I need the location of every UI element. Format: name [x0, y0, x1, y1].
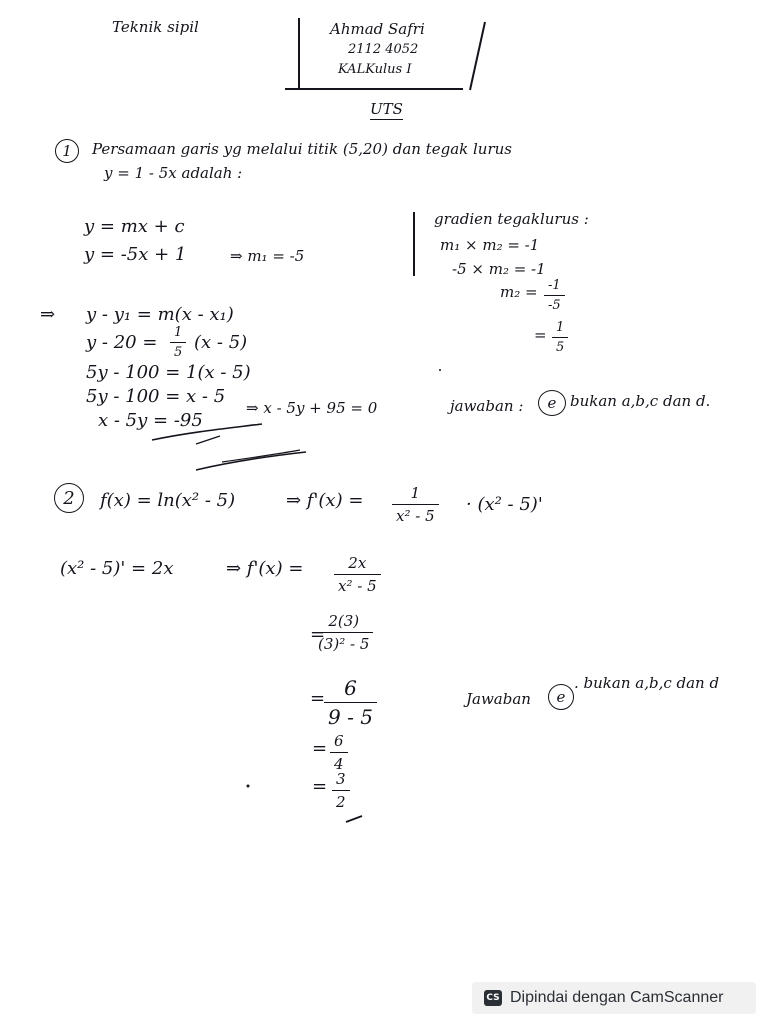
q1-side-step4-fraction [552, 320, 568, 355]
q1-answer-choice: e [547, 394, 557, 412]
q2-chain-rule: · (x² - 5)' [466, 494, 543, 515]
q1-step2-lhs: y - 20 = [86, 332, 158, 353]
q2-number: 2 [63, 487, 75, 509]
q1-side-step2: -5 × m₂ = -1 [452, 260, 546, 278]
denominator: 2 [332, 790, 350, 811]
q1-answer-rest: bukan a,b,c dan d. [570, 392, 711, 410]
q1-side-step3-lhs: m₂ = [500, 283, 538, 301]
numerator: 1 [174, 325, 183, 340]
q1-line-general: y = mx + c [84, 216, 185, 237]
q2-number-circle [54, 483, 84, 513]
course-label: Teknik sipil [112, 18, 199, 36]
denominator: 4 [330, 752, 348, 773]
q2-derivative-fraction [392, 484, 439, 525]
q1-side-step3-fraction [544, 278, 565, 313]
q2-step5-eq: = [312, 738, 328, 759]
q2-derivative-lhs: ⇒ f'(x) = [286, 490, 364, 511]
q1-side-step4-lhs: = [534, 326, 547, 344]
q1-line-given: y = -5x + 1 [84, 244, 187, 265]
camscanner-text: Dipindai dengan CamScanner [510, 989, 724, 1006]
denominator: (3)² - 5 [314, 632, 373, 653]
q1-step4: 5y - 100 = x - 5 [86, 386, 226, 407]
student-id: 2112 4052 [348, 42, 419, 57]
denominator: 9 - 5 [324, 702, 377, 729]
numerator: 6 [344, 676, 357, 700]
q1-question-line1: Persamaan garis yg melalui titik (5,20) dan tegak lurus [92, 140, 512, 158]
numerator: -1 [548, 278, 561, 293]
q1-step5: x - 5y = -95 [98, 410, 203, 431]
q1-point-slope: y - y₁ = m(x - x₁) [86, 304, 234, 325]
q2-step4-fraction [324, 676, 377, 729]
camscanner-logo-icon: CS [484, 990, 502, 1006]
q1-answer-label: jawaban : [450, 397, 524, 415]
header-underline [285, 88, 463, 90]
q2-answer-rest: . bukan a,b,c dan d [574, 674, 720, 692]
denominator: 5 [552, 337, 568, 355]
denominator: x² - 5 [334, 574, 381, 595]
camscanner-watermark [472, 982, 756, 1014]
q1-number: 1 [62, 142, 72, 160]
q1-question-line2: y = 1 - 5x adalah : [104, 164, 243, 182]
q1-side-step1: m₁ × m₂ = -1 [440, 236, 540, 254]
q1-step2-rhs: (x - 5) [194, 332, 248, 353]
q1-answer-circle [538, 390, 566, 416]
q1-number-circle [55, 139, 79, 163]
denominator: -5 [544, 295, 565, 313]
numerator: 3 [336, 770, 346, 788]
denominator: 5 [170, 342, 186, 360]
q2-answer-circle [548, 684, 574, 710]
q2-step6-eq: = [312, 776, 328, 797]
q2-step4-eq: = [310, 688, 326, 709]
q1-side-title: gradien tegaklurus : [434, 210, 589, 228]
q2-function: f(x) = ln(x² - 5) [100, 490, 236, 511]
q2-inner-derivative: (x² - 5)' = 2x [60, 558, 174, 579]
q2-step6-fraction [332, 770, 350, 811]
q1-side-divider [413, 212, 415, 276]
numerator: 2x [348, 554, 367, 572]
q2-answer-label: Jawaban [466, 690, 531, 708]
numerator: 6 [334, 732, 344, 750]
q2-step3-fraction [314, 612, 373, 653]
numerator: 1 [410, 484, 421, 502]
subject-label: KALKulus I [338, 62, 412, 77]
q1-slope: ⇒ m₁ = -5 [230, 247, 305, 265]
q2-step2-lhs: ⇒ f'(x) = [226, 558, 304, 579]
q2-step5-fraction [330, 732, 348, 773]
numerator: 2(3) [328, 612, 360, 630]
header-divider-left [298, 18, 300, 88]
exam-title: UTS [370, 100, 403, 118]
denominator: x² - 5 [392, 504, 439, 525]
q2-step3-eq: = [310, 624, 326, 645]
q1-final-equation: ⇒ x - 5y + 95 = 0 [246, 399, 378, 417]
q1-implies-arrow: ⇒ [40, 304, 56, 325]
q1-step2-fraction [170, 325, 186, 360]
q2-answer-choice: e [556, 688, 566, 706]
numerator: 1 [556, 320, 565, 335]
student-name: Ahmad Safri [330, 20, 425, 38]
q2-step2-fraction [334, 554, 381, 595]
q1-step3: 5y - 100 = 1(x - 5) [86, 362, 251, 383]
